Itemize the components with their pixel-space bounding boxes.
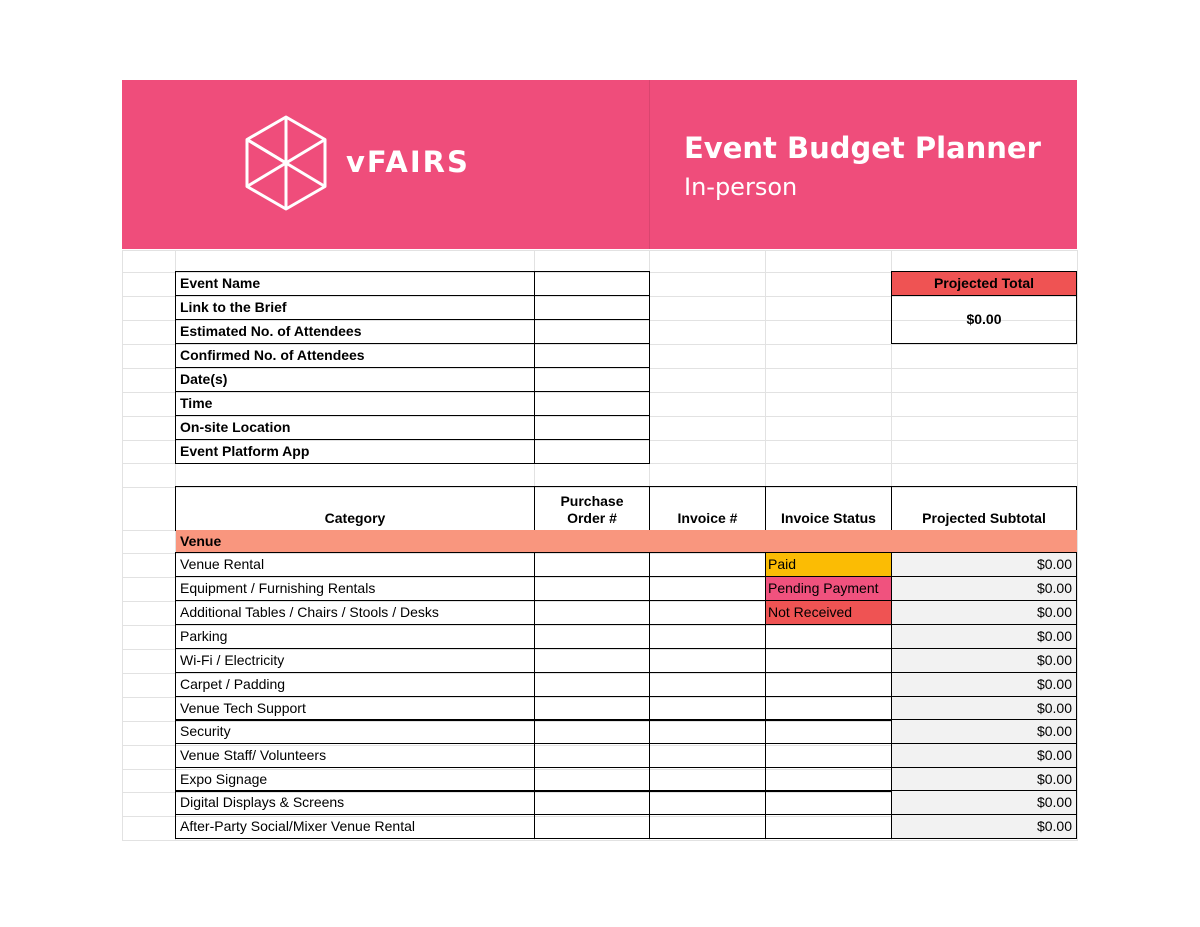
purchase-order-input[interactable] [534,719,650,744]
invoice-input[interactable] [649,624,766,649]
gridline-column [122,250,123,841]
gridline-row [122,840,1077,841]
event-info-value-input[interactable] [534,343,650,368]
column-header-invoice: Invoice # [649,486,766,531]
projected-subtotal-cell: $0.00 [891,672,1077,697]
invoice-status-cell[interactable] [765,743,892,768]
brand-logo-text: vFAIRS [346,145,470,179]
invoice-input[interactable] [649,719,766,744]
invoice-input[interactable] [649,790,766,815]
projected-subtotal-cell: $0.00 [891,576,1077,601]
invoice-input[interactable] [649,552,766,577]
category-cell: Security [175,719,535,744]
projected-total-value[interactable]: $0.00 [891,295,1077,344]
column-header-category: Category [175,486,535,531]
invoice-status-cell[interactable] [765,719,892,744]
invoice-input[interactable] [649,814,766,839]
event-info-label: Estimated No. of Attendees [175,319,535,344]
invoice-status-cell[interactable] [765,696,892,721]
invoice-status-cell[interactable] [765,648,892,673]
invoice-status-cell[interactable] [765,814,892,839]
projected-subtotal-cell: $0.00 [891,790,1077,815]
event-info-label: Event Name [175,271,535,296]
category-cell: After-Party Social/Mixer Venue Rental [175,814,535,839]
category-cell: Digital Displays & Screens [175,790,535,815]
category-cell: Expo Signage [175,767,535,792]
gridline-row [122,250,1077,251]
category-cell: Additional Tables / Chairs / Stools / Desks [175,600,535,625]
category-cell: Venue Staff/ Volunteers [175,743,535,768]
invoice-status-cell[interactable]: Pending Payment [765,576,892,601]
column-header-projected-subtotal: Projected Subtotal [891,486,1077,531]
category-cell: Carpet / Padding [175,672,535,697]
header-banner-divider [649,80,650,249]
purchase-order-input[interactable] [534,814,650,839]
event-info-label: Event Platform App [175,439,535,464]
event-info-value-input[interactable] [534,439,650,464]
event-info-value-input[interactable] [534,319,650,344]
section-venue: Venue [176,530,1077,552]
invoice-status-cell[interactable] [765,672,892,697]
column-header-invoice-status: Invoice Status [765,486,892,531]
event-info-label: Date(s) [175,367,535,392]
purchase-order-input[interactable] [534,600,650,625]
purchase-order-input[interactable] [534,648,650,673]
hexagon-cube-icon [244,114,328,212]
purchase-order-input[interactable] [534,790,650,815]
purchase-order-input[interactable] [534,743,650,768]
category-cell: Venue Tech Support [175,696,535,721]
purchase-order-input[interactable] [534,552,650,577]
invoice-input[interactable] [649,576,766,601]
projected-subtotal-cell: $0.00 [891,552,1077,577]
purchase-order-input[interactable] [534,624,650,649]
projected-subtotal-cell: $0.00 [891,719,1077,744]
column-header-purchase-order: Purchase Order # [534,486,650,531]
invoice-input[interactable] [649,743,766,768]
category-cell: Venue Rental [175,552,535,577]
event-info-label: Link to the Brief [175,295,535,320]
invoice-status-cell[interactable]: Paid [765,552,892,577]
invoice-status-cell[interactable] [765,624,892,649]
page-title: Event Budget Planner [684,131,1041,165]
projected-subtotal-cell: $0.00 [891,696,1077,721]
projected-subtotal-cell: $0.00 [891,624,1077,649]
projected-subtotal-cell: $0.00 [891,767,1077,792]
event-info-label: Time [175,391,535,416]
purchase-order-input[interactable] [534,672,650,697]
projected-subtotal-cell: $0.00 [891,600,1077,625]
projected-subtotal-cell: $0.00 [891,814,1077,839]
category-cell: Equipment / Furnishing Rentals [175,576,535,601]
gridline-column [1077,250,1078,841]
event-info-value-input[interactable] [534,415,650,440]
category-cell: Parking [175,624,535,649]
event-info-value-input[interactable] [534,295,650,320]
invoice-input[interactable] [649,600,766,625]
invoice-input[interactable] [649,648,766,673]
invoice-input[interactable] [649,672,766,697]
event-info-value-input[interactable] [534,391,650,416]
event-info-value-input[interactable] [534,367,650,392]
invoice-input[interactable] [649,767,766,792]
invoice-status-cell[interactable] [765,790,892,815]
projected-total-label: Projected Total [891,271,1077,296]
page-subtitle: In-person [684,173,798,201]
purchase-order-input[interactable] [534,576,650,601]
category-cell: Wi-Fi / Electricity [175,648,535,673]
event-info-label: Confirmed No. of Attendees [175,343,535,368]
invoice-input[interactable] [649,696,766,721]
purchase-order-input[interactable] [534,696,650,721]
invoice-status-cell[interactable]: Not Received [765,600,892,625]
projected-subtotal-cell: $0.00 [891,648,1077,673]
projected-subtotal-cell: $0.00 [891,743,1077,768]
event-info-value-input[interactable] [534,271,650,296]
invoice-status-cell[interactable] [765,767,892,792]
purchase-order-input[interactable] [534,767,650,792]
event-info-label: On-site Location [175,415,535,440]
